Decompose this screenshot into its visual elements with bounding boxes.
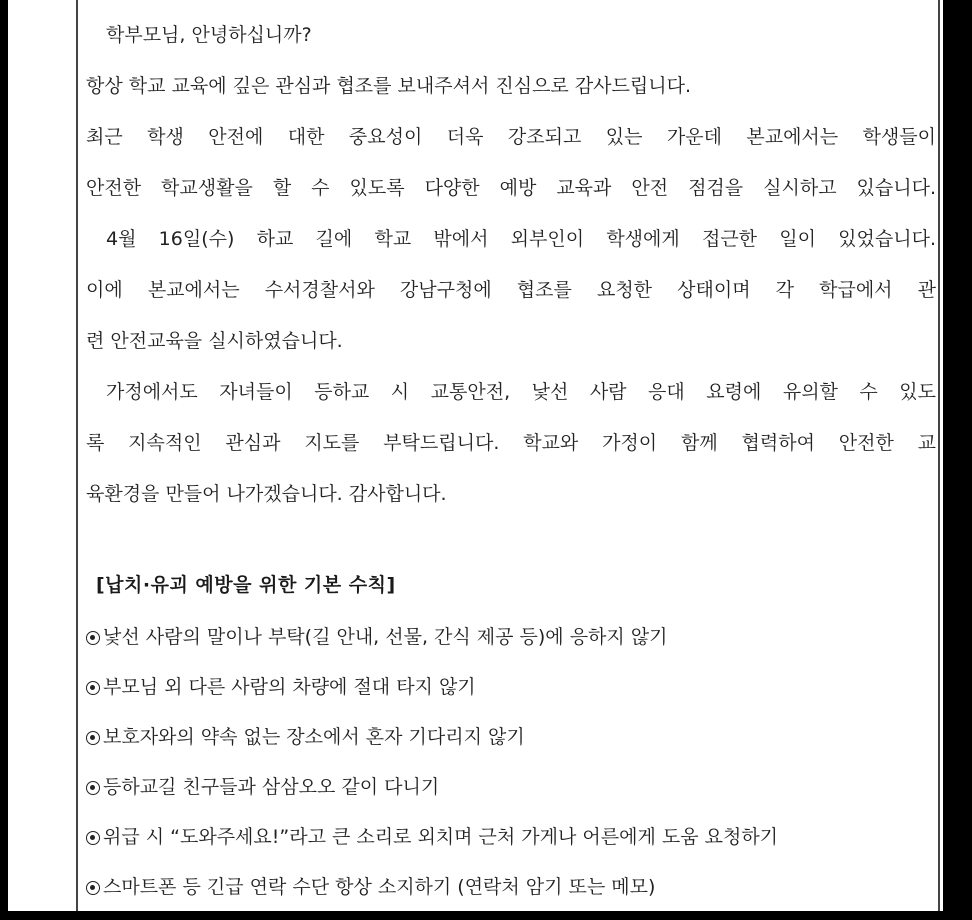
paragraph-line: 4월 16일(수) 하교 길에 학교 밖에서 외부인이 학생에게 접근한 일이 있었습니다.	[106, 228, 936, 250]
paragraph-line: 가정에서도 자녀들이 등하교 시 교통안전, 낯선 사람 응대 요령에 유의할 수 있도	[106, 381, 936, 403]
circled-dot-icon	[86, 731, 100, 745]
paragraph-line: 안전한 학교생활을 할 수 있도록 다양한 예방 교육과 안전 점검을 실시하고 있습니다.	[86, 177, 936, 199]
section-spacer	[86, 528, 936, 568]
rule-item	[86, 870, 936, 920]
rule-item	[86, 720, 936, 770]
page-border-right	[938, 0, 940, 911]
circled-dot-icon	[86, 681, 100, 695]
rule-item	[86, 770, 936, 820]
paragraph-line: 육환경을 만들어 나가겠습니다. 감사합니다.	[86, 483, 447, 505]
rule-item	[86, 620, 936, 670]
circled-dot-icon	[86, 881, 100, 895]
rule-text: 위급 시 “도와주세요!”라고 큰 소리로 외치며 근처 가게나 어른에게 도움 요청하기	[103, 826, 779, 848]
paragraph-line: 항상 학교 교육에 깊은 관심과 협조를 보내주셔서 진심으로 감사드립니다.	[86, 75, 691, 97]
rule-text: 낯선 사람의 말이나 부탁(길 안내, 선물, 간식 제공 등)에 응하지 않기	[103, 626, 668, 648]
document-page	[8, 0, 943, 911]
rules-heading: [납치·유괴 예방을 위한 기본 수칙]	[96, 574, 396, 596]
paragraph-line: 록 지속적인 관심과 지도를 부탁드립니다. 학교와 가정이 함께 협력하여 안전한 교	[86, 432, 936, 454]
rule-text: 부모님 외 다른 사람의 차량에 절대 타지 않기	[103, 676, 476, 698]
circled-dot-icon	[86, 631, 100, 645]
rule-text: 등하교길 친구들과 삼삼오오 같이 다니기	[103, 776, 440, 798]
page-border-left	[76, 0, 78, 911]
rule-text: 스마트폰 등 긴급 연락 수단 항상 소지하기 (연락처 암기 또는 메모)	[103, 876, 656, 898]
greeting: 학부모님, 안녕하십니까?	[106, 24, 312, 46]
rule-text: 보호자와의 약속 없는 장소에서 혼자 기다리지 않기	[103, 726, 525, 748]
circled-dot-icon	[86, 781, 100, 795]
rule-item	[86, 820, 936, 870]
circled-dot-icon	[86, 831, 100, 845]
paragraph-line: 최근 학생 안전에 대한 중요성이 더욱 강조되고 있는 가운데 본교에서는 학생들이	[86, 126, 936, 148]
rule-item	[86, 670, 936, 720]
paragraph-line: 이에 본교에서는 수서경찰서와 강남구청에 협조를 요청한 상태이며 각 학급에서 관	[86, 279, 936, 301]
paragraph-line: 련 안전교육을 실시하였습니다.	[86, 330, 343, 352]
letter-body	[86, 18, 936, 920]
